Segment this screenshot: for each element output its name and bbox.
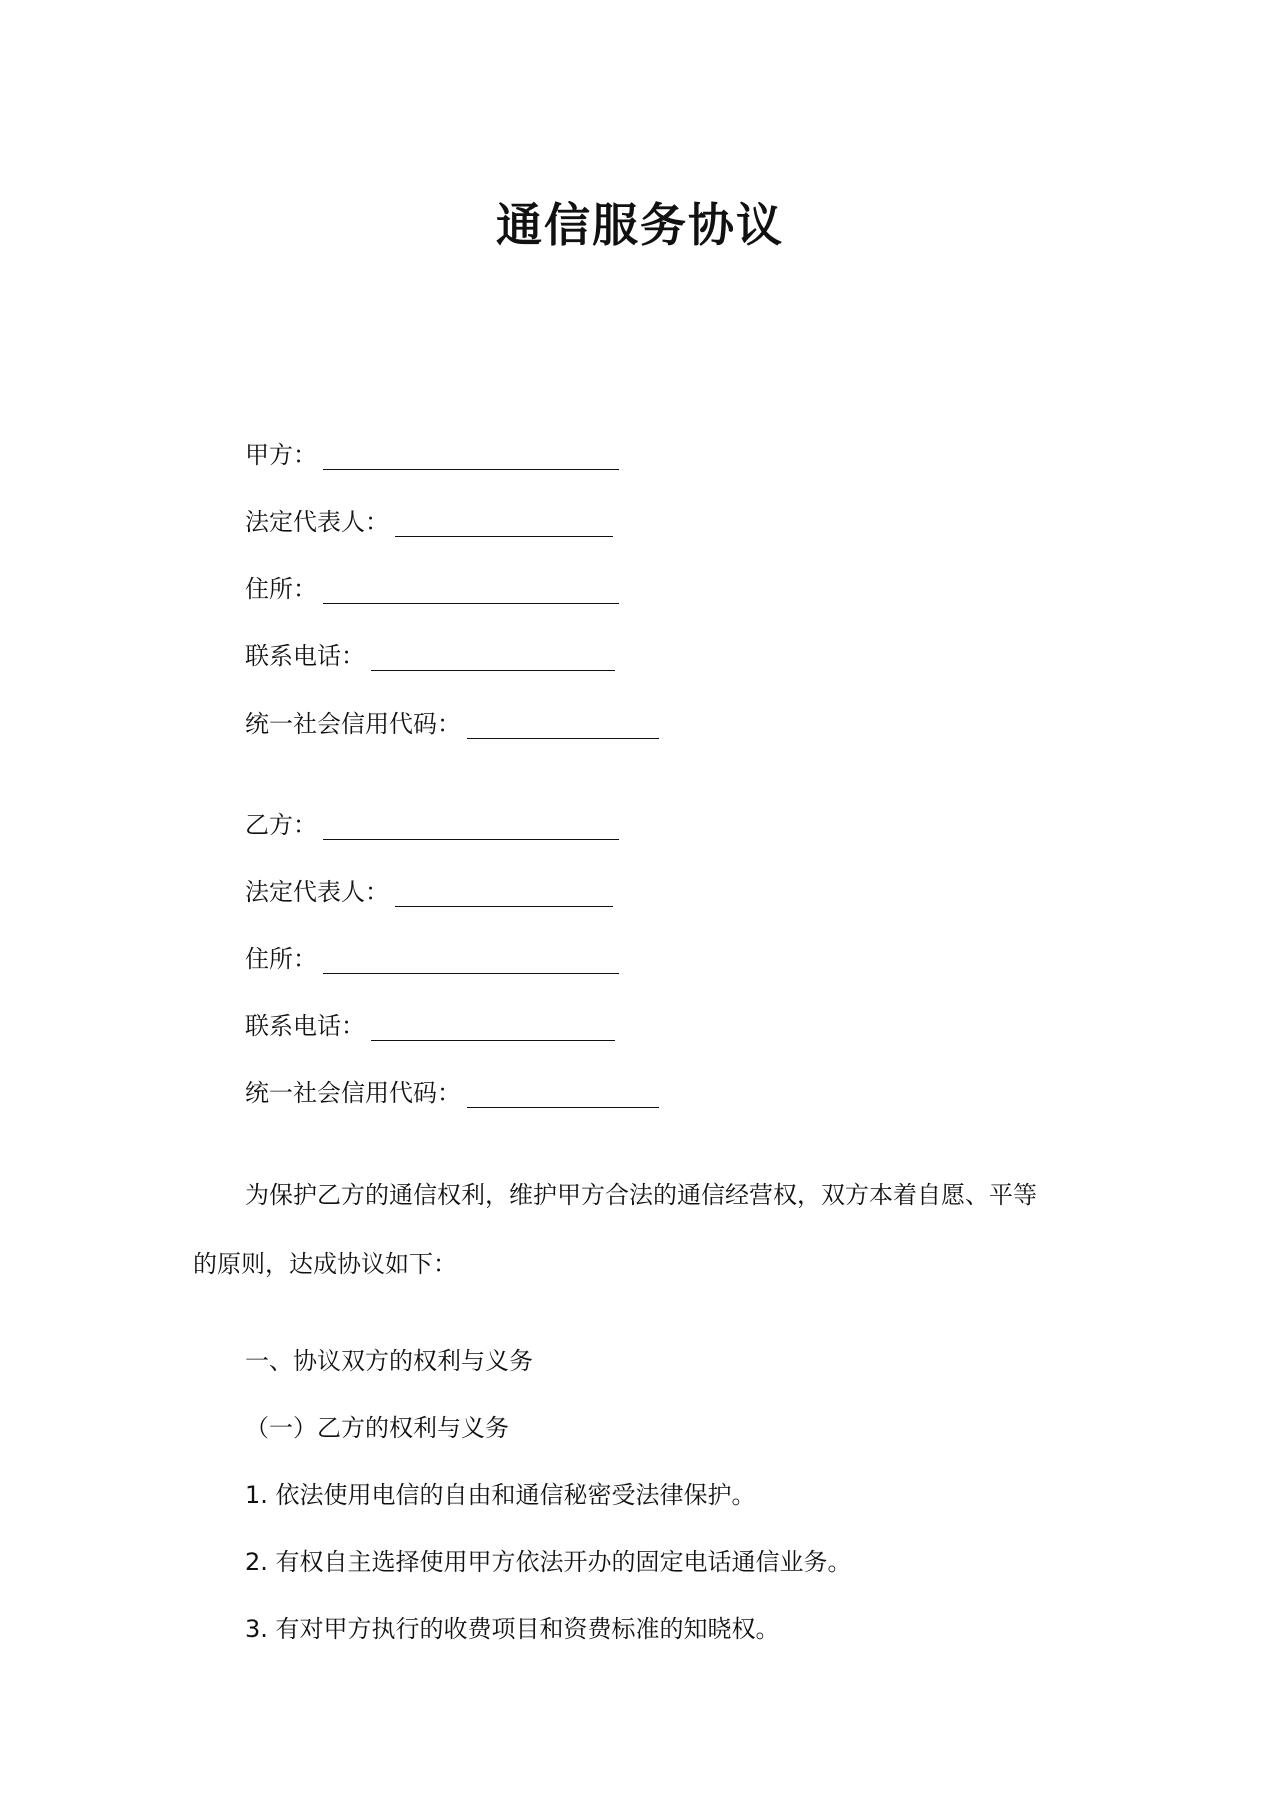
section-heading: 一、协议双方的权利与义务 [245, 1347, 533, 1375]
party-a-name-label: 甲方： [245, 441, 317, 469]
party-b-rep-label: 法定代表人： [245, 878, 389, 906]
party-a-address-blank[interactable] [323, 577, 619, 604]
party-a-credit-code-blank[interactable] [467, 712, 659, 739]
party-a-address-label: 住所： [245, 575, 317, 603]
subsection-heading: （一）乙方的权利与义务 [245, 1414, 509, 1442]
party-b-address-blank[interactable] [323, 947, 619, 974]
party-b-credit-code-blank[interactable] [467, 1081, 659, 1108]
party-b-rep-field [245, 877, 613, 907]
party-a-phone-blank[interactable] [371, 644, 615, 671]
party-b-name-blank[interactable] [323, 813, 619, 840]
party-a-credit-code-field [245, 709, 659, 739]
party-a-name-blank[interactable] [323, 443, 619, 470]
list-item: 1. 依法使用电信的自由和通信秘密受法律保护。 [245, 1481, 756, 1509]
party-a-address-field [245, 574, 619, 604]
party-b-address-field [245, 944, 619, 974]
document-title: 通信服务协议 [496, 198, 784, 252]
party-a-phone-label: 联系电话： [245, 642, 365, 670]
list-item: 3. 有对甲方执行的收费项目和资费标准的知晓权。 [245, 1615, 780, 1643]
party-b-phone-label: 联系电话： [245, 1012, 365, 1040]
party-b-rep-blank[interactable] [395, 880, 613, 907]
party-b-phone-field [245, 1011, 615, 1041]
party-a-credit-code-label: 统一社会信用代码： [245, 710, 461, 738]
party-b-name-field [245, 810, 619, 840]
party-a-phone-field [245, 641, 615, 671]
party-b-credit-code-label: 统一社会信用代码： [245, 1079, 461, 1107]
party-b-phone-blank[interactable] [371, 1014, 615, 1041]
list-item: 2. 有权自主选择使用甲方依法开办的固定电话通信业务。 [245, 1548, 852, 1576]
party-b-name-label: 乙方： [245, 811, 317, 839]
preamble-line-1: 为保护乙方的通信权利，维护甲方合法的通信经营权，双方本着自愿、平等 [245, 1181, 1037, 1209]
party-a-rep-blank[interactable] [395, 510, 613, 537]
party-a-rep-field [245, 507, 613, 537]
party-a-rep-label: 法定代表人： [245, 508, 389, 536]
party-a-name-field [245, 440, 619, 470]
party-b-credit-code-field [245, 1078, 659, 1108]
party-b-address-label: 住所： [245, 945, 317, 973]
preamble-line-2: 的原则，达成协议如下： [193, 1250, 457, 1278]
